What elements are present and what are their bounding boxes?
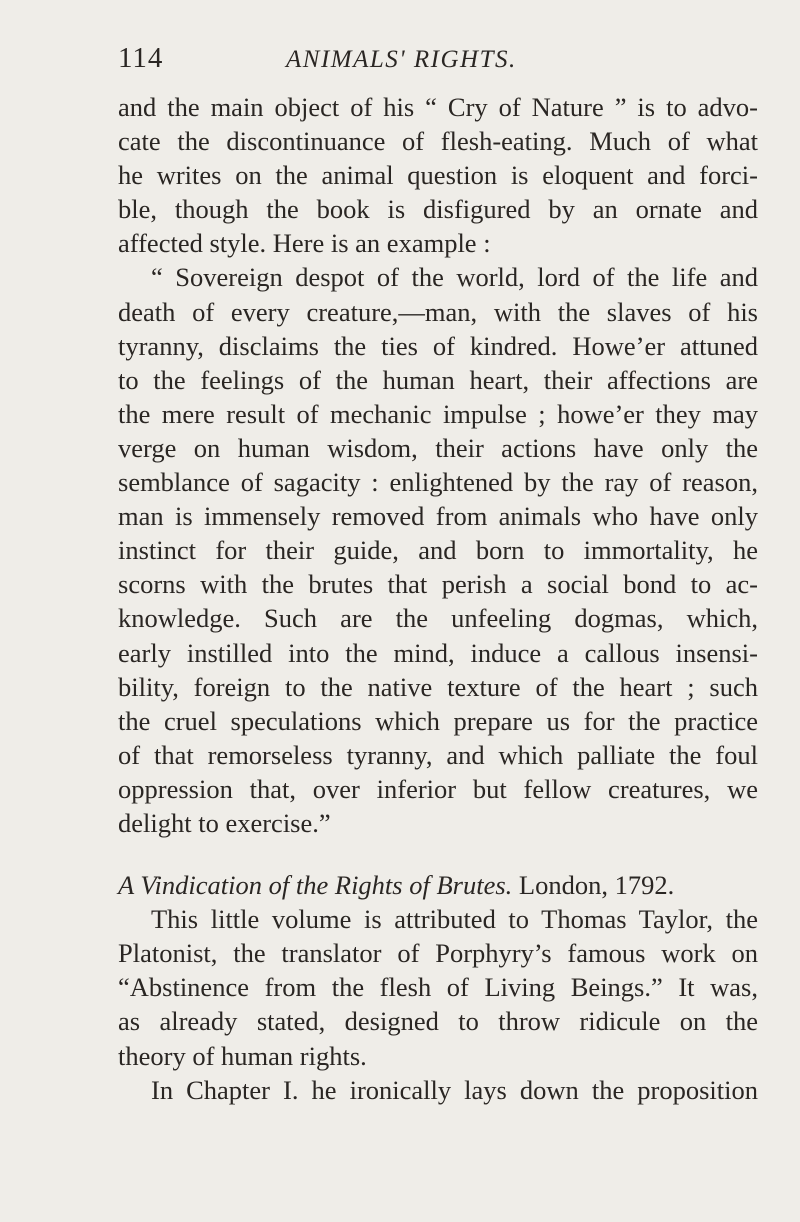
text-line: death of every creature,—man, with the slaves of his (118, 296, 758, 327)
block-quote (118, 260, 758, 840)
text-line: Platonist, the translator of Porphyry’s famous work on (118, 938, 758, 969)
text-line: and the main object of his “ Cry of Nature ” is to advo- (118, 92, 758, 122)
text-line: affected style. Here is an example : (118, 228, 491, 259)
text-line: the mere result of mechanic impulse ; howe’er they may (118, 398, 758, 429)
text-line: early instilled into the mind, induce a callous insensi- (118, 637, 758, 668)
page-number: 114 (118, 42, 164, 74)
paragraph-intro (118, 90, 758, 260)
section-gap (118, 840, 758, 868)
text-line: “Abstinence from the flesh of Living Beings.” It was, (118, 972, 758, 1003)
text-line: knowledge. Such are the unfeeling dogmas, which, (118, 603, 758, 634)
page-header (118, 42, 738, 82)
citation-title: A Vindication of the Rights of Brutes. (118, 870, 513, 901)
text-line: he writes on the animal question is eloquent and forci- (118, 160, 758, 191)
text-line: This little volume is attributed to Thomas Taylor, the (151, 904, 758, 935)
book-citation (118, 868, 758, 902)
paragraph-commentary (118, 902, 758, 1072)
citation-imprint: London, 1792. (512, 870, 675, 901)
text-line: instinct for their guide, and born to immortality, he (118, 535, 758, 566)
text-line: of that remorseless tyranny, and which palliate the foul (118, 739, 758, 770)
text-line: ble, though the book is disfigured by an ornate and (118, 194, 758, 225)
text-line: man is immensely removed from animals who have only (118, 501, 758, 532)
text-line: In Chapter I. he ironically lays down the proposition (151, 1074, 758, 1105)
text-line: oppression that, over inferior but fellow creatures, we (118, 773, 758, 804)
text-line: verge on human wisdom, their actions have only the (118, 432, 758, 463)
text-line: semblance of sagacity : enlightened by the ray of reason, (118, 467, 758, 498)
text-line: as already stated, designed to throw ridicule on the (118, 1006, 758, 1037)
text-line: to the feelings of the human heart, their affections are (118, 364, 758, 395)
body-text (118, 90, 758, 1107)
text-line: tyranny, disclaims the ties of kindred. Howe’er attuned (118, 330, 758, 361)
text-line: theory of human rights. (118, 1040, 367, 1071)
text-line: the cruel speculations which prepare us for the practice (118, 705, 758, 736)
text-line: scorns with the brutes that perish a social bond to ac- (118, 569, 758, 600)
text-line: bility, foreign to the native texture of the heart ; such (118, 671, 758, 702)
text-line: cate the discontinuance of flesh-eating. Much of what (118, 126, 758, 157)
paragraph-chapter (118, 1073, 758, 1107)
text-line: “ Sovereign despot of the world, lord of the life and (151, 262, 758, 293)
running-head: ANIMALS' RIGHTS. (286, 46, 517, 73)
text-line: delight to exercise.” (118, 807, 331, 838)
